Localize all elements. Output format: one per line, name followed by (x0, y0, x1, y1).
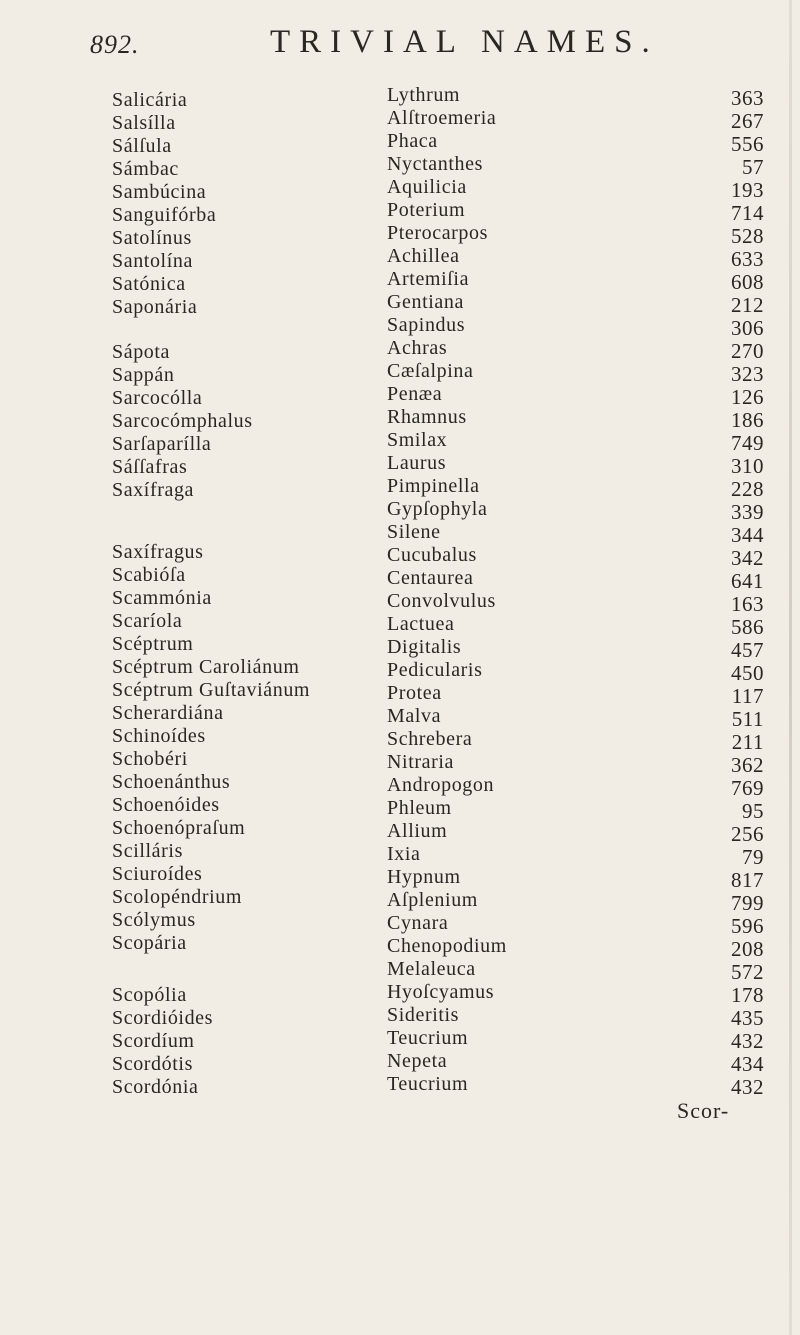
genus-name: Smilax (387, 429, 448, 451)
trivial-name: Scéptrum Guſtaviánum (112, 679, 311, 701)
genus-name: Nepeta (387, 1050, 448, 1072)
genus-name: Pedicularis (387, 659, 483, 681)
page-reference: 556 (731, 132, 764, 156)
genus-name: Cæſalpina (387, 360, 474, 382)
page-reference: 323 (731, 362, 764, 386)
genus-name: Gentiana (387, 291, 464, 313)
page-reference: 228 (731, 477, 764, 501)
page-reference: 117 (731, 684, 764, 708)
page-number: 892. (90, 30, 140, 59)
genus-name: Melaleuca (387, 958, 476, 980)
genus-name: Gypſophyla (387, 498, 488, 520)
genus-name: Achras (387, 337, 448, 359)
genus-name: Pterocarpos (387, 222, 489, 244)
page-reference: 95 (742, 799, 764, 823)
page-reference: 608 (731, 270, 764, 294)
trivial-name: Sálſula (112, 135, 172, 157)
trivial-name: Sappán (112, 364, 175, 386)
page-reference: 432 (731, 1075, 764, 1099)
page-reference: 596 (731, 914, 764, 938)
genus-name: Silene (387, 521, 441, 543)
page-reference: 79 (742, 845, 764, 869)
trivial-name: Sarcocómphalus (112, 410, 253, 432)
genus-name: Phleum (387, 797, 452, 819)
trivial-name: Sanguifórba (112, 204, 217, 226)
trivial-name: Schinoídes (112, 725, 206, 747)
running-head: TRIVIAL NAMES. (270, 24, 659, 60)
trivial-name: Scordótis (112, 1053, 193, 1075)
genus-name: Teucrium (387, 1073, 469, 1095)
page-reference: 193 (731, 178, 764, 202)
trivial-name: Scopólia (112, 984, 187, 1006)
page-reference: 339 (731, 500, 764, 524)
genus-name: Cynara (387, 912, 449, 934)
trivial-name: Scherardiána (112, 702, 224, 724)
page-reference: 572 (731, 960, 764, 984)
page-reference: 342 (731, 546, 764, 570)
trivial-name: Scolopéndrium (112, 886, 243, 908)
genus-name: Artemiſia (387, 268, 470, 290)
catchword: Scor- (677, 1098, 730, 1123)
page-reference: 435 (731, 1006, 764, 1030)
page-reference: 586 (731, 615, 764, 639)
trivial-name: Satolínus (112, 227, 192, 249)
trivial-name: Schoenópraſum (112, 817, 246, 839)
genus-name: Teucrium (387, 1027, 469, 1049)
trivial-name: Scammónia (112, 587, 212, 609)
page-reference: 817 (731, 868, 764, 892)
page-reference: 528 (731, 224, 764, 248)
genus-name: Nitraria (387, 751, 454, 773)
trivial-name: Scabióſa (112, 564, 186, 586)
trivial-name: Saxífraga (112, 479, 195, 501)
page-reference: 450 (731, 661, 764, 685)
trivial-name: Scordíum (112, 1030, 195, 1052)
trivial-name: Scilláris (112, 840, 183, 862)
genus-name: Hypnum (387, 866, 461, 888)
genus-name: Rhamnus (387, 406, 467, 428)
genus-name: Protea (387, 682, 442, 704)
trivial-name: Santolína (112, 250, 193, 272)
genus-name: Alſtroemeria (387, 107, 497, 129)
genus-name: Hyoſcyamus (387, 981, 495, 1003)
genus-name: Poterium (387, 199, 466, 221)
page-reference: 163 (731, 592, 764, 616)
trivial-name: Salicária (112, 89, 188, 111)
page-reference: 432 (731, 1029, 764, 1053)
page-reference: 749 (731, 431, 764, 455)
trivial-name: Scéptrum Caroliánum (112, 656, 300, 678)
genus-name: Aſplenium (387, 889, 478, 911)
page-reference: 344 (731, 523, 764, 547)
genus-name: Centaurea (387, 567, 474, 589)
genus-name: Lythrum (387, 84, 461, 106)
trivial-name: Scordióides (112, 1007, 214, 1029)
page-reference: 799 (731, 891, 764, 915)
trivial-name: Scéptrum (112, 633, 194, 655)
trivial-name: Scopária (112, 932, 187, 954)
page-reference: 714 (731, 201, 764, 225)
page-edge-shadow (789, 0, 792, 1335)
page-reference: 457 (731, 638, 764, 662)
genus-name: Pimpinella (387, 475, 480, 497)
page-reference: 511 (731, 707, 764, 731)
trivial-name: Scólymus (112, 909, 196, 931)
genus-name: Laurus (387, 452, 447, 474)
genus-name: Lactuea (387, 613, 455, 635)
genus-name: Andropogon (387, 774, 495, 796)
page-reference: 256 (731, 822, 764, 846)
trivial-name: Saponária (112, 296, 198, 318)
page-reference: 57 (742, 155, 764, 179)
trivial-name: Schobéri (112, 748, 188, 770)
genus-name: Ixia (387, 843, 421, 865)
genus-name: Achillea (387, 245, 460, 267)
trivial-name: Salsílla (112, 112, 176, 134)
genus-name: Convolvulus (387, 590, 496, 612)
page-reference: 270 (731, 339, 764, 363)
page-reference: 434 (731, 1052, 764, 1076)
page-reference: 363 (731, 86, 764, 110)
trivial-name: Sáſſafras (112, 456, 188, 478)
page-reference: 267 (731, 109, 764, 133)
trivial-name: Saxífragus (112, 541, 204, 563)
trivial-name: Sarcocólla (112, 387, 203, 409)
page-reference: 633 (731, 247, 764, 271)
genus-name: Allium (387, 820, 448, 842)
genus-name: Penæa (387, 383, 443, 405)
page-reference: 126 (731, 385, 764, 409)
genus-name: Cucubalus (387, 544, 477, 566)
genus-name: Chenopodium (387, 935, 507, 957)
trivial-name: Sápota (112, 341, 171, 363)
page-reference: 186 (731, 408, 764, 432)
trivial-name: Sambúcina (112, 181, 207, 203)
trivial-name: Sámbac (112, 158, 179, 180)
genus-name: Schrebera (387, 728, 473, 750)
trivial-name: Sarſaparílla (112, 433, 212, 455)
page-reference: 178 (731, 983, 764, 1007)
genus-name: Aquilicia (387, 176, 467, 198)
page-reference: 208 (731, 937, 764, 961)
page-reference: 769 (731, 776, 764, 800)
page-reference: 362 (731, 753, 764, 777)
page-reference: 641 (731, 569, 764, 593)
genus-name: Sideritis (387, 1004, 460, 1026)
page-reference: 306 (731, 316, 764, 340)
genus-name: Digitalis (387, 636, 462, 658)
genus-name: Malva (387, 705, 442, 727)
trivial-name: Satónica (112, 273, 186, 295)
trivial-name: Sciuroídes (112, 863, 203, 885)
trivial-name: Scordónia (112, 1076, 199, 1098)
genus-name: Nyctanthes (387, 153, 483, 175)
page-reference: 211 (731, 730, 764, 754)
trivial-name: Scaríola (112, 610, 183, 632)
genus-name: Sapindus (387, 314, 466, 336)
page-reference: 212 (731, 293, 764, 317)
trivial-name: Schoenóides (112, 794, 220, 816)
page-reference: 310 (731, 454, 764, 478)
genus-name: Phaca (387, 130, 438, 152)
trivial-name: Schoenánthus (112, 771, 231, 793)
